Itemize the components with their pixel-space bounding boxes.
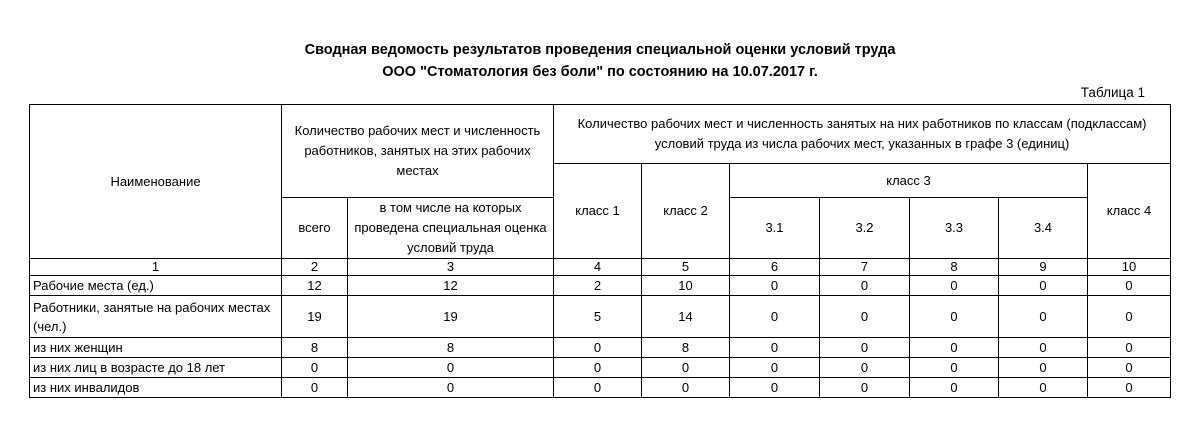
column-number: 10 <box>1088 259 1171 276</box>
column-number: 1 <box>30 259 282 276</box>
header-subclass-3-2: 3.2 <box>820 198 910 259</box>
table-cell: 0 <box>999 276 1088 296</box>
table-cell: 2 <box>554 276 642 296</box>
document-title-line-1: Сводная ведомость результатов проведения специальной оценки условий труда <box>304 42 896 58</box>
column-number: 7 <box>820 259 910 276</box>
table-cell: 0 <box>348 378 554 398</box>
row-label: из них лиц в возрасте до 18 лет <box>30 358 282 378</box>
table-cell: 0 <box>999 358 1088 378</box>
table-cell: 0 <box>999 338 1088 358</box>
table-cell: 0 <box>910 276 999 296</box>
table-cell: 0 <box>642 358 730 378</box>
table-row <box>30 296 1171 338</box>
table-cell: 0 <box>1088 358 1171 378</box>
table-cell: 0 <box>820 338 910 358</box>
table-cell: 0 <box>1088 276 1171 296</box>
table-cell: 0 <box>1088 296 1171 338</box>
header-class-3: класс 3 <box>730 164 1088 198</box>
column-number: 6 <box>730 259 820 276</box>
document-title-line-2: ООО "Стоматология без боли" по состоянию на 10.07.2017 г. <box>382 64 818 80</box>
table-cell: 19 <box>282 296 348 338</box>
table-cell: 8 <box>348 338 554 358</box>
table-cell: 0 <box>999 378 1088 398</box>
row-label: из них инвалидов <box>30 378 282 398</box>
table-cell: 0 <box>730 378 820 398</box>
table-cell: 0 <box>730 358 820 378</box>
table-cell: 0 <box>730 276 820 296</box>
table-cell: 12 <box>348 276 554 296</box>
table-cell: 0 <box>1088 338 1171 358</box>
column-number: 2 <box>282 259 348 276</box>
table-cell: 0 <box>910 378 999 398</box>
table-cell: 0 <box>820 296 910 338</box>
table-cell: 0 <box>910 338 999 358</box>
table-cell: 0 <box>999 296 1088 338</box>
table-cell: 0 <box>348 358 554 378</box>
column-number: 3 <box>348 259 554 276</box>
header-group-classes: Количество рабочих мест и численность занятых на них работников по классам (подклассам) условий труда из числа рабочих мест, указанных в графе 3 (единиц) <box>554 105 1171 164</box>
column-number: 4 <box>554 259 642 276</box>
header-class-2: класс 2 <box>642 164 730 259</box>
table-cell: 0 <box>820 358 910 378</box>
header-assessed: в том числе на которых проведена специальная оценка условий труда <box>348 198 554 259</box>
header-subclass-3-1: 3.1 <box>730 198 820 259</box>
table-row <box>30 358 1171 378</box>
table-number: Таблица 1 <box>1080 85 1145 100</box>
table-cell: 0 <box>282 358 348 378</box>
table-row <box>30 378 1171 398</box>
header-class-4: класс 4 <box>1088 164 1171 259</box>
table-cell: 0 <box>554 378 642 398</box>
table-row <box>30 276 1171 296</box>
header-row-1 <box>30 105 1171 164</box>
header-subclass-3-3: 3.3 <box>910 198 999 259</box>
header-subclass-3-4: 3.4 <box>999 198 1088 259</box>
table-cell: 5 <box>554 296 642 338</box>
header-group-total: Количество рабочих мест и численность работников, занятых на этих рабочих местах <box>282 105 554 198</box>
table-cell: 0 <box>554 358 642 378</box>
table-cell: 0 <box>642 378 730 398</box>
row-label: Работники, занятые на рабочих местах (чел.) <box>30 296 282 338</box>
table-cell: 0 <box>730 296 820 338</box>
column-number: 8 <box>910 259 999 276</box>
column-number-row <box>30 259 1171 276</box>
table-cell: 8 <box>642 338 730 358</box>
header-total: всего <box>282 198 348 259</box>
header-name: Наименование <box>30 105 282 259</box>
table-cell: 14 <box>642 296 730 338</box>
summary-table <box>29 104 1171 398</box>
table-cell: 12 <box>282 276 348 296</box>
table-cell: 0 <box>730 338 820 358</box>
table-cell: 0 <box>820 378 910 398</box>
table-cell: 0 <box>282 378 348 398</box>
table-cell: 0 <box>1088 378 1171 398</box>
table-cell: 10 <box>642 276 730 296</box>
column-number: 9 <box>999 259 1088 276</box>
table-cell: 0 <box>910 296 999 338</box>
row-label: из них женщин <box>30 338 282 358</box>
row-label: Рабочие места (ед.) <box>30 276 282 296</box>
table-cell: 0 <box>910 358 999 378</box>
table-row <box>30 338 1171 358</box>
table-cell: 0 <box>820 276 910 296</box>
table-cell: 0 <box>554 338 642 358</box>
table-cell: 19 <box>348 296 554 338</box>
header-class-1: класс 1 <box>554 164 642 259</box>
column-number: 5 <box>642 259 730 276</box>
table-cell: 8 <box>282 338 348 358</box>
